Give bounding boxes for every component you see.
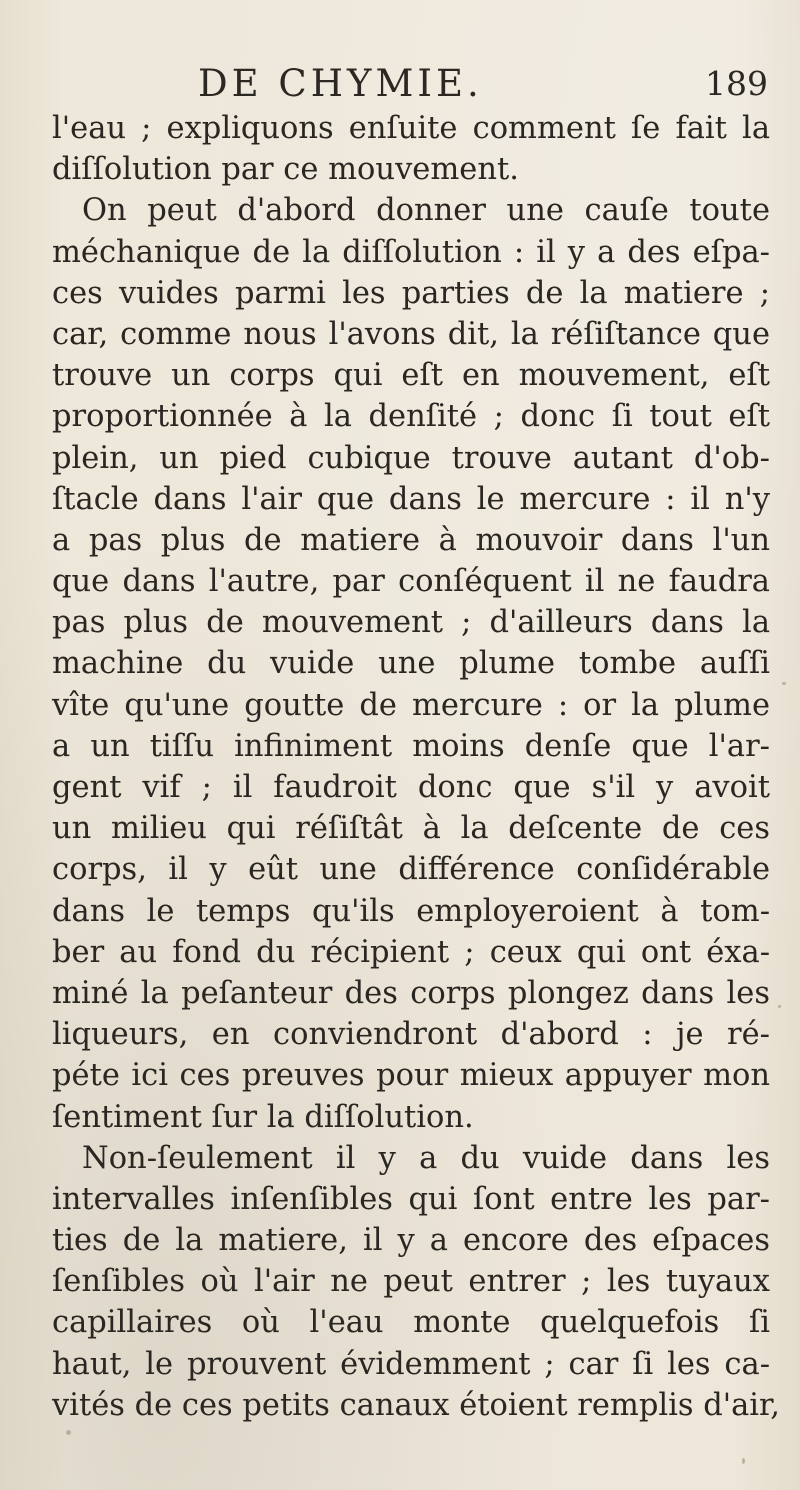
text-line: que dans l'autre, par conſéquent il ne faudra (52, 564, 770, 600)
text-line: diſſolution par ce mouvement. (52, 152, 519, 188)
text-line: ces vuides parmi les parties de la matiere ; (52, 275, 770, 311)
text-line: pas plus de mouvement ; d'ailleurs dans la (52, 605, 770, 641)
text-line: un milieu qui réſiſtât à la deſcente de ces (52, 811, 770, 847)
text-line: ſtacle dans l'air que dans le mercure : il n'y (52, 481, 770, 517)
text-line: vités de ces petits canaux étoient remplis d'air, (52, 1387, 780, 1423)
paper-speck (742, 1458, 745, 1464)
text-line: plein, un pied cubique trouve autant d'ob- (52, 440, 770, 476)
text-line: ſentiment ſur la diſſolution. (52, 1099, 474, 1135)
text-line: capillaires où l'eau monte quelquefois ſi (52, 1305, 770, 1341)
text-line: Non-ſeulement il y a du vuide dans les (82, 1140, 770, 1176)
paper-speck (778, 1005, 781, 1008)
text-line: miné la peſanteur des corps plongez dans les (52, 975, 770, 1011)
text-line: a pas plus de matiere à mouvoir dans l'un (52, 522, 770, 558)
running-title: DE CHYMIE. (198, 62, 483, 105)
text-line: corps, il y eût une différence conſidérable (52, 852, 770, 888)
page-number: 189 (705, 64, 768, 103)
text-line: gent vif ; il faudroit donc que s'il y avoit (52, 770, 770, 805)
body-text (52, 108, 780, 1426)
paper-speck (66, 1430, 71, 1435)
text-line: l'eau ; expliquons enſuite comment ſe fait la (52, 111, 770, 146)
text-line: dans le temps qu'ils employeroient à tom- (52, 893, 770, 929)
text-line: ties de la matiere, il y a encore des eſpaces (52, 1223, 770, 1259)
text-line: proportionnée à la denſité ; donc ſi tout eſt (52, 399, 770, 435)
paper-speck (782, 682, 786, 685)
text-line: ber au fond du récipient ; ceux qui ont éxa- (52, 934, 770, 970)
text-line: car, comme nous l'avons dit, la réſiſtance que (52, 316, 770, 352)
text-line: méchanique de la diſſolution : il y a des eſpa- (52, 234, 770, 270)
text-line: péte ici ces preuves pour mieux appuyer mon (52, 1058, 770, 1094)
text-line: On peut d'abord donner une cauſe toute (82, 193, 770, 229)
text-line: trouve un corps qui eſt en mouvement, eſt (52, 358, 770, 394)
text-line: vîte qu'une goutte de mercure : or la plume (52, 687, 770, 723)
text-line: liqueurs, en conviendront d'abord : je ré- (52, 1017, 770, 1053)
text-line: haut, le prouvent évidemment ; car ſi les ca- (52, 1346, 770, 1382)
text-line: intervalles inſenſibles qui ſont entre les par- (52, 1181, 770, 1217)
text-line: a un tiſſu infiniment moins denſe que l'ar- (52, 728, 770, 764)
running-head (198, 62, 768, 112)
text-line: ſenſibles où l'air ne peut entrer ; les tuyaux (52, 1264, 770, 1300)
text-line: machine du vuide une plume tombe auſſi (52, 646, 770, 682)
